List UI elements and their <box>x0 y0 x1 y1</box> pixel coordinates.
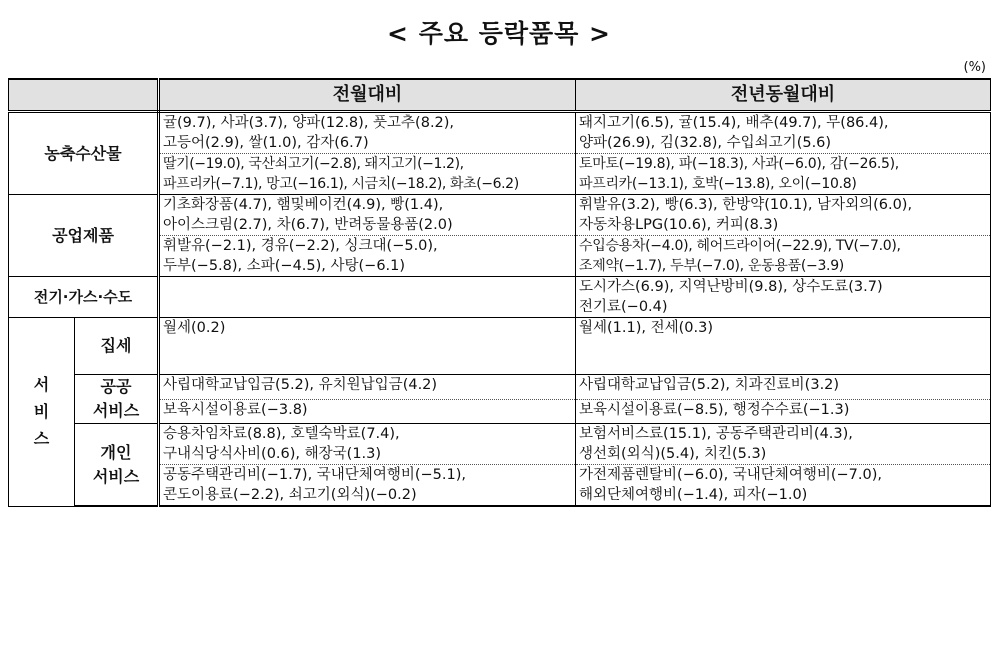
header-blank <box>9 79 159 112</box>
pub-down-yoy <box>576 399 991 424</box>
list-item: 월세(1.1), 전세(0.3) <box>579 320 713 336</box>
ind-down-mom <box>159 236 576 277</box>
list-item: 자동차용LPG(10.6), 커피(8.3) <box>579 217 779 233</box>
rent-yoy <box>576 318 991 375</box>
list-item: 구내식당식사비(0.6), 해장국(1.3) <box>163 446 382 462</box>
util-mom <box>159 277 576 318</box>
table-row <box>9 195 991 236</box>
list-item: 공동주택관리비(−1.7), 국내단체여행비(−5.1), <box>163 467 466 483</box>
ind-up-mom <box>159 195 576 236</box>
personal-label-2: 서비스 <box>92 466 140 486</box>
service-label: 서비스 <box>33 375 50 449</box>
header-mom: 전월대비 <box>159 79 576 112</box>
public-label-1: 공공 <box>100 377 132 396</box>
agri-down-yoy <box>576 154 991 195</box>
unit-label: (%) <box>963 60 986 75</box>
table-row <box>9 277 991 318</box>
list-item: 아이스크림(2.7), 차(6.7), 반려동물용품(2.0) <box>163 217 453 233</box>
list-item: 두부(−5.8), 소파(−4.5), 사탕(−6.1) <box>163 258 406 274</box>
list-item: 토마토(−19.8), 파(−18.3), 사과(−6.0), 감(−26.5), <box>579 156 899 172</box>
list-item: 콘도이용료(−2.2), 쇠고기(외식)(−0.2) <box>163 487 417 503</box>
agri-down-mom <box>159 154 576 195</box>
pub-up-mom <box>159 375 576 400</box>
header-yoy: 전년동월대비 <box>576 79 991 112</box>
price-change-table <box>8 78 991 507</box>
category-industry: 공업제품 <box>9 195 159 277</box>
util-yoy <box>576 277 991 318</box>
per-up-yoy <box>576 424 991 465</box>
list-item: 휘발유(3.2), 빵(6.3), 한방약(10.1), 남자외의(6.0), <box>579 197 913 213</box>
table-row <box>9 112 991 154</box>
category-utility: 전기·가스·수도 <box>9 277 159 318</box>
list-item: 조제약(−1.7), 두부(−7.0), 운동용품(−3.9) <box>579 258 844 274</box>
list-item: 돼지고기(6.5), 귤(15.4), 배추(49.7), 무(86.4), <box>579 115 889 131</box>
public-label-2: 서비스 <box>92 401 140 420</box>
category-personal-service <box>75 424 159 507</box>
per-down-yoy <box>576 465 991 507</box>
page-title: < 주요 등락품목 > <box>387 19 611 48</box>
list-item: 고등어(2.9), 쌀(1.0), 감자(6.7) <box>163 135 369 151</box>
list-item: 귤(9.7), 사과(3.7), 양파(12.8), 풋고추(8.2), <box>163 115 455 131</box>
list-item: 도시가스(6.9), 지역난방비(9.8), 상수도료(3.7) <box>579 279 883 295</box>
list-item: 월세(0.2) <box>163 320 226 336</box>
list-item: 기초화장품(4.7), 햄및베이컨(4.9), 빵(1.4), <box>163 197 444 213</box>
list-item: 해외단체여행비(−1.4), 피자(−1.0) <box>579 487 808 503</box>
ind-down-yoy <box>576 236 991 277</box>
list-item: 보육시설이용료(−8.5), 행정수수료(−1.3) <box>579 401 850 418</box>
list-item: 생선회(외식)(5.4), 치킨(5.3) <box>579 446 767 462</box>
list-item: 딸기(−19.0), 국산쇠고기(−2.8), 돼지고기(−1.2), <box>163 156 464 172</box>
category-agri: 농축수산물 <box>9 112 159 195</box>
list-item: 휘발유(−2.1), 경유(−2.2), 싱크대(−5.0), <box>163 238 438 254</box>
list-item: 승용차임차료(8.8), 호텔숙박료(7.4), <box>163 426 400 442</box>
category-rent: 집세 <box>75 318 159 375</box>
table-row <box>9 375 991 400</box>
table-row <box>9 318 991 375</box>
list-item: 양파(26.9), 김(32.8), 수입쇠고기(5.6) <box>579 135 832 151</box>
list-item: 파프리카(−7.1), 망고(−16.1), 시금치(−18.2), 화초(−6.2) <box>163 176 519 192</box>
list-item: 수입승용차(−4.0), 헤어드라이어(−22.9), TV(−7.0), <box>579 238 901 254</box>
list-item: 가전제품렌탈비(−6.0), 국내단체여행비(−7.0), <box>579 467 882 483</box>
rent-mom <box>159 318 576 375</box>
list-item: 사립대학교납입금(5.2), 유치원납입금(4.2) <box>163 377 438 393</box>
per-up-mom <box>159 424 576 465</box>
personal-label-1: 개인 <box>100 442 132 462</box>
list-item: 보험서비스료(15.1), 공동주택관리비(4.3), <box>579 426 853 442</box>
category-public-service <box>75 375 159 424</box>
pub-up-yoy <box>576 375 991 400</box>
header-row <box>9 79 991 112</box>
list-item: 파프리카(−13.1), 호박(−13.8), 오이(−10.8) <box>579 176 857 192</box>
per-down-mom <box>159 465 576 507</box>
list-item: 전기료(−0.4) <box>579 299 668 315</box>
list-item: 사립대학교납입금(5.2), 치과진료비(3.2) <box>579 377 840 393</box>
agri-up-yoy <box>576 112 991 154</box>
ind-up-yoy <box>576 195 991 236</box>
list-item: 보육시설이용료(−3.8) <box>163 401 308 418</box>
pub-down-mom <box>159 399 576 424</box>
agri-up-mom <box>159 112 576 154</box>
category-service <box>9 318 75 507</box>
table-row <box>9 424 991 465</box>
